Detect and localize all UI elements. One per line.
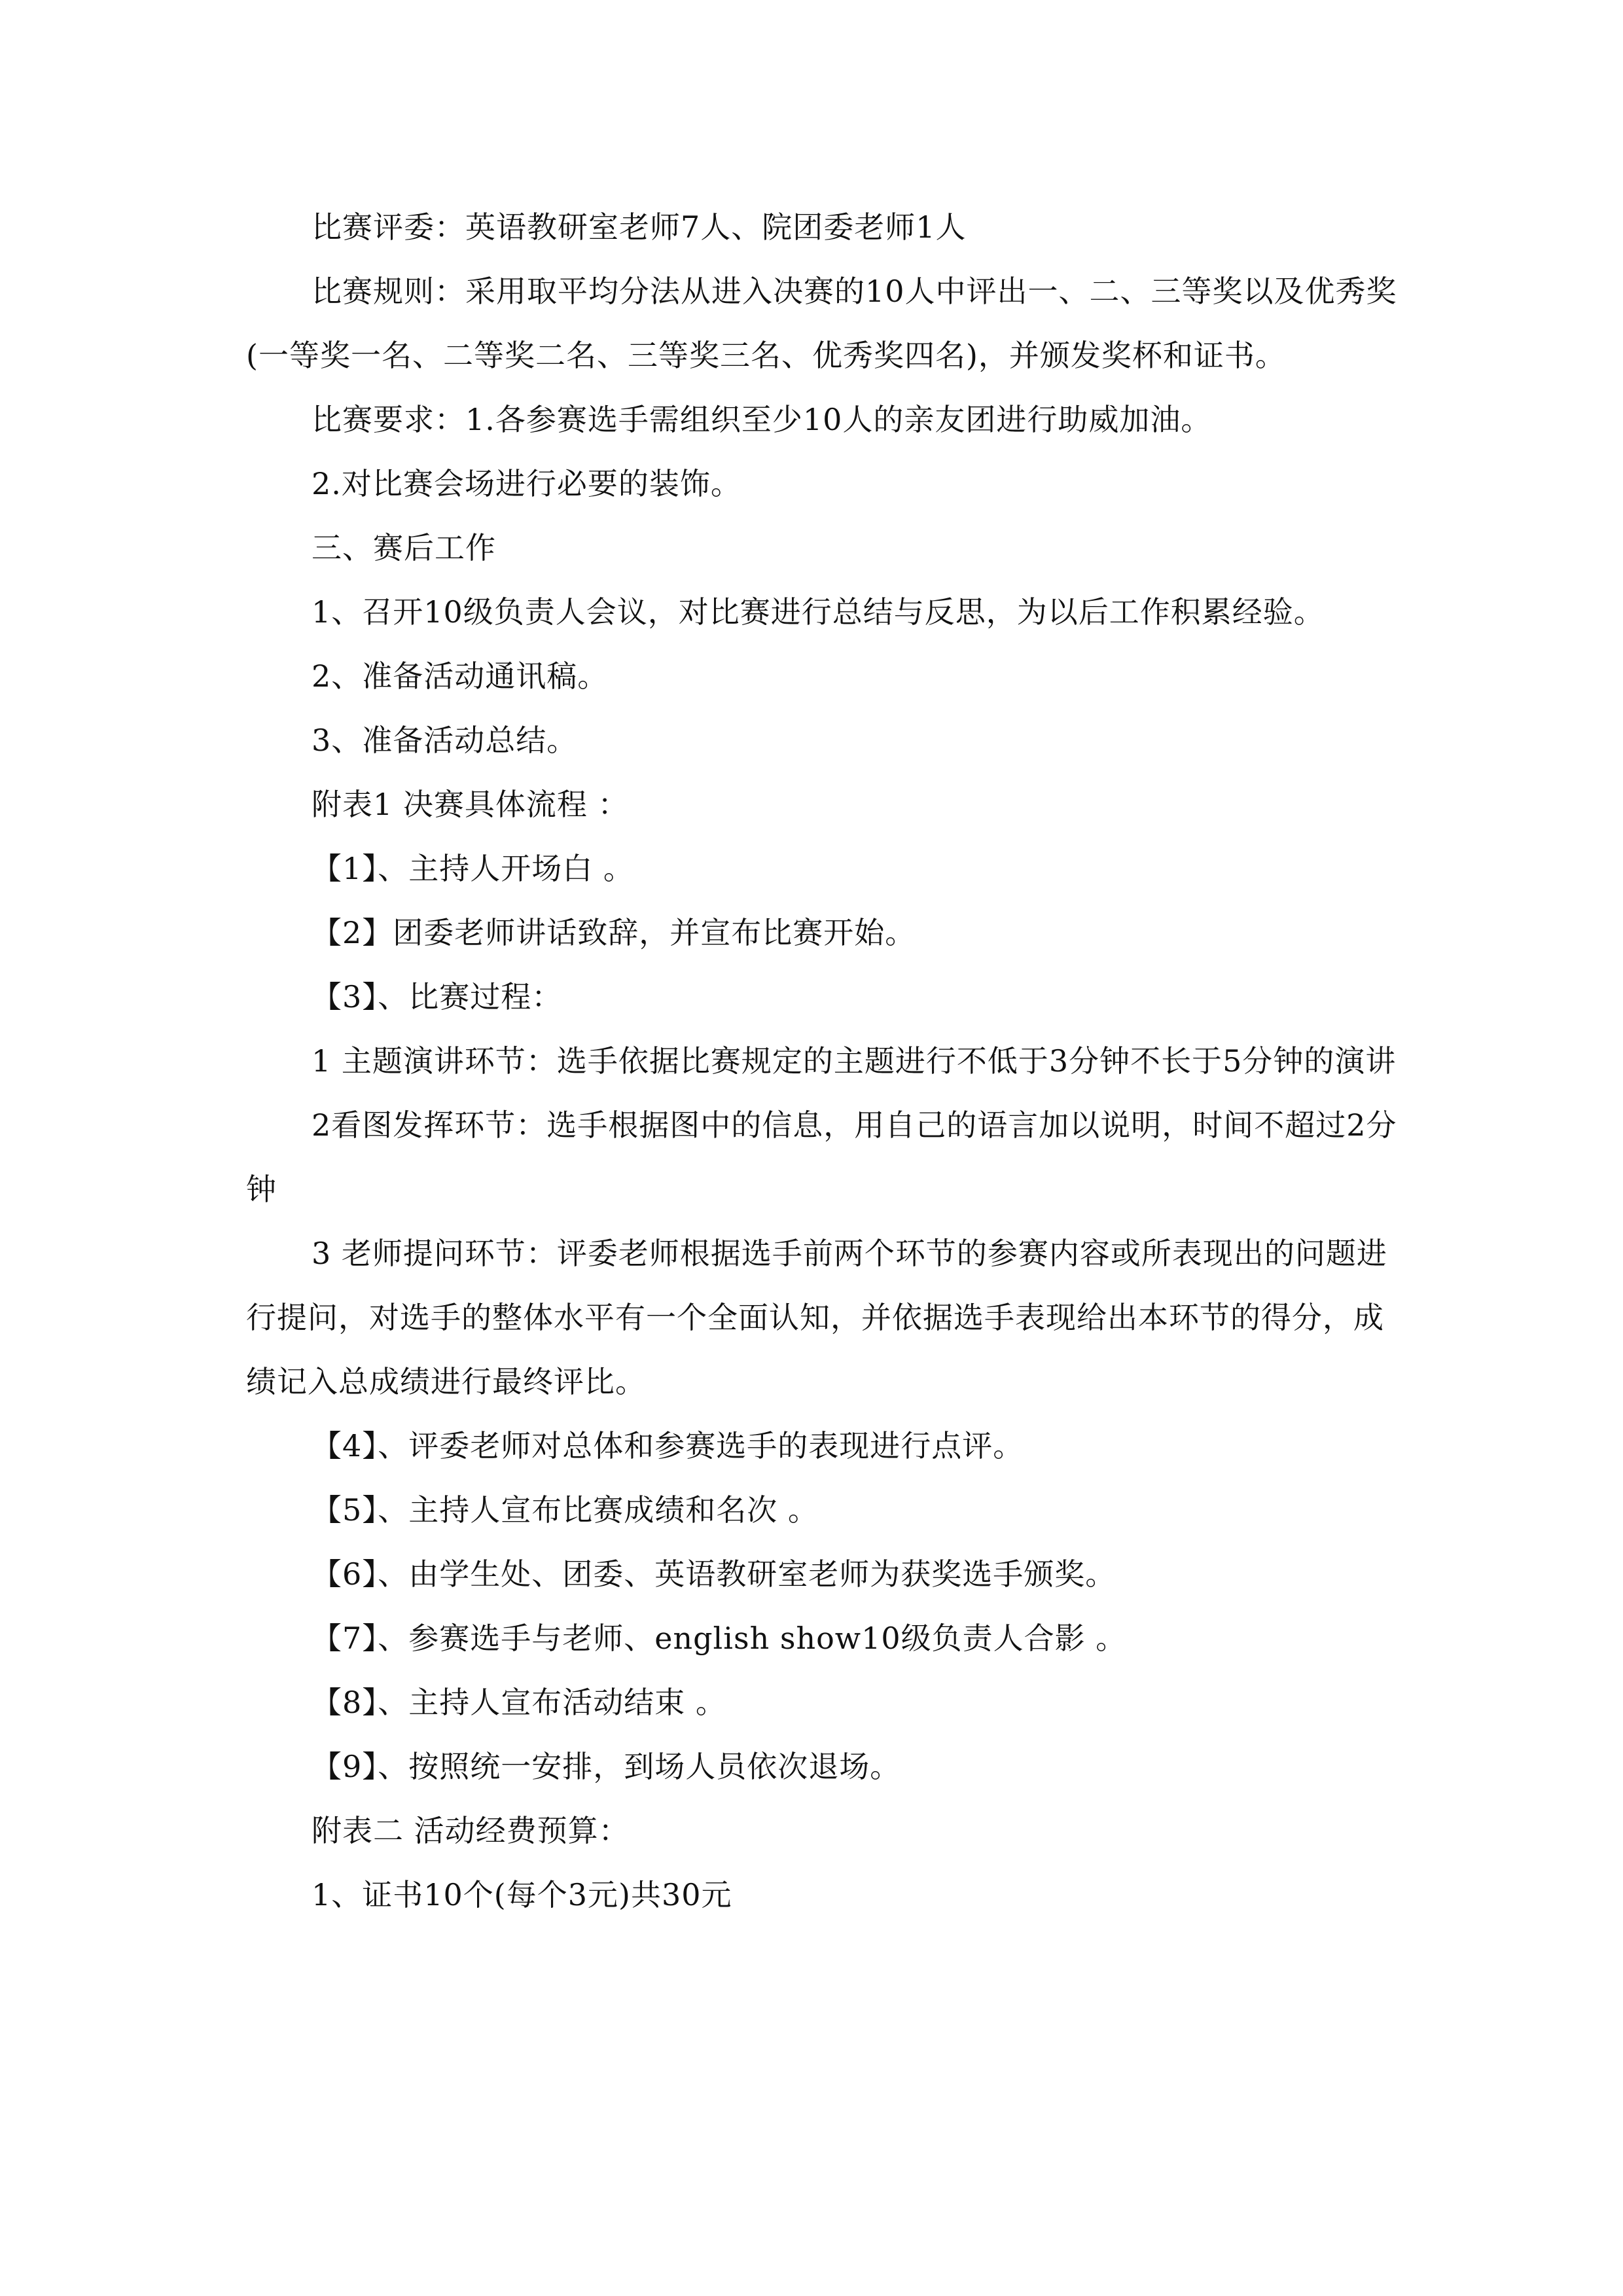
flow-step-2: 【2】团委老师讲话致辞，并宣布比赛开始。	[312, 915, 916, 950]
post-event-item-1: 1、召开10级负责人会议，对比赛进行总结与反思，为以后工作积累经验。	[312, 594, 1325, 630]
flow-step-1: 【1】、主持人开场白 。	[312, 851, 634, 886]
appendix-2-heading: 附表二 活动经费预算：	[312, 1813, 630, 1848]
post-event-item-3: 3、准备活动总结。	[312, 723, 578, 758]
section-heading-post-event: 三、赛后工作	[312, 530, 496, 565]
flow-step-8: 【8】、主持人宣布活动结束 。	[312, 1685, 726, 1720]
process-item-3: 3 老师提问环节：评委老师根据选手前两个环节的参赛内容或所表现出的问题进行提问，对选手的整体水平有一个全面认知，并依据选手表现给出本环节的得分，成绩记入总成绩进行最终评比。	[246, 1236, 1387, 1399]
flow-step-4: 【4】、评委老师对总体和参赛选手的表现进行点评。	[312, 1428, 1024, 1463]
flow-step-9: 【9】、按照统一安排，到场人员依次退场。	[312, 1749, 901, 1784]
appendix-1-heading: 附表1 决赛具体流程 ：	[312, 787, 629, 822]
process-item-1: 1 主题演讲环节：选手依据比赛规定的主题进行不低于3分钟不长于5分钟的演讲	[312, 1043, 1397, 1079]
budget-item-1: 1、证书10个(每个3元)共30元	[312, 1877, 732, 1912]
rules-paragraph: 比赛规则：采用取平均分法从进入决赛的10人中评出一、二、三等奖以及优秀奖(一等奖一名、二等奖二名、三等奖三名、优秀奖四名)，并颁发奖杯和证书。	[246, 274, 1397, 373]
flow-step-5: 【5】、主持人宣布比赛成绩和名次 。	[312, 1492, 819, 1528]
post-event-item-2: 2、准备活动通讯稿。	[312, 658, 609, 694]
flow-step-6: 【6】、由学生处、团委、英语教研室老师为获奖选手颁奖。	[312, 1556, 1116, 1592]
flow-step-7: 【7】、参赛选手与老师、english show10级负责人合影 。	[312, 1621, 1127, 1656]
judges-paragraph: 比赛评委：英语教研室老师7人、院团委老师1人	[312, 209, 967, 245]
document-body	[246, 195, 1404, 1927]
process-item-2: 2看图发挥环节：选手根据图中的信息，用自己的语言加以说明，时间不超过2分钟	[246, 1107, 1397, 1207]
requirements-paragraph: 比赛要求：1.各参赛选手需组织至少10人的亲友团进行助威加油。	[312, 402, 1212, 437]
requirement-item-2: 2.对比赛会场进行必要的装饰。	[312, 466, 741, 501]
flow-step-3: 【3】、比赛过程：	[312, 979, 563, 1014]
